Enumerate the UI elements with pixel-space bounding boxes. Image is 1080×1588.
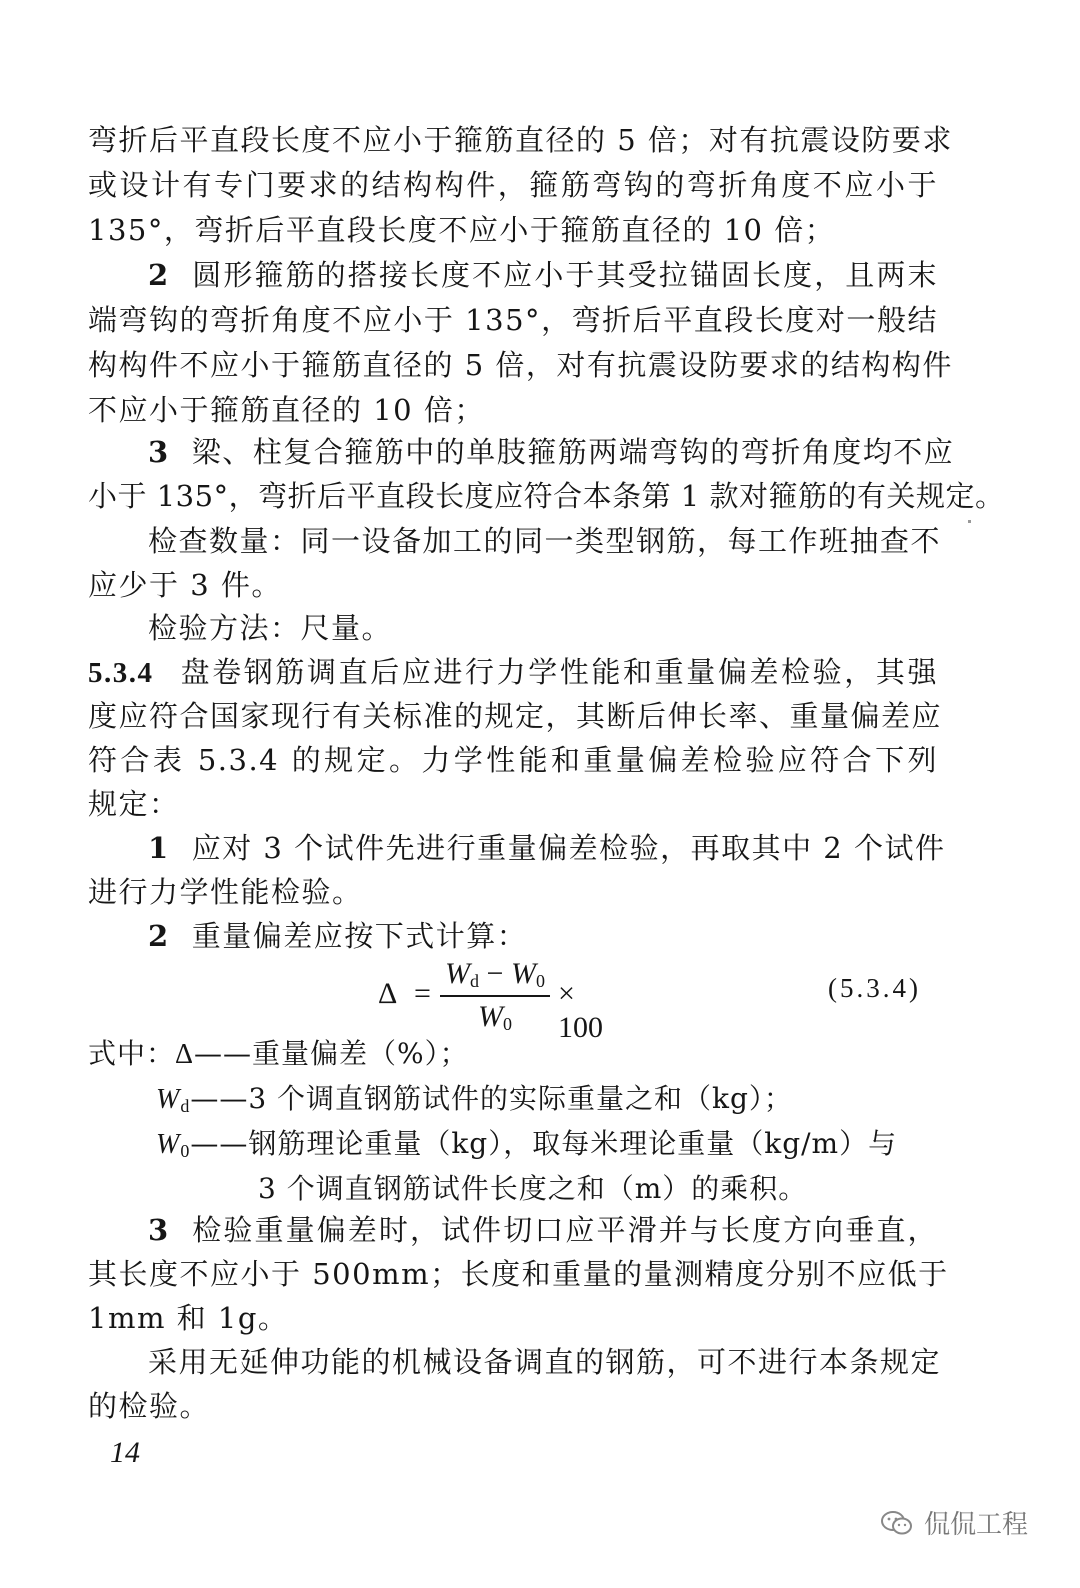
check-quantity: 检查数量：同一设备加工的同一类型钢筋，每工作班抽查不 <box>148 524 942 558</box>
formula-denominator: $W_0$ <box>478 1000 512 1034</box>
formula-equals: = <box>414 977 431 1010</box>
fraction-bar <box>440 995 550 997</box>
def-text: ——钢筋理论重量（kg），取每米理论重量（kg/m）与 <box>190 1127 898 1160</box>
item-text: 检验重量偏差时，试件切口应平滑并与长度方向垂直， <box>191 1213 938 1247</box>
text-line: 符合表 5.3.4 的规定。力学性能和重量偏差检验应符合下列 <box>88 743 938 777</box>
item-text: 圆形箍筋的搭接长度不应小于其受拉锚固长度，且两末 <box>191 258 938 292</box>
formula-fraction <box>440 955 550 1035</box>
text-line: 端弯钩的弯折角度不应小于 135°，弯折后平直段长度对一般结 <box>88 303 938 337</box>
check-method: 检验方法：尺量。 <box>148 611 393 645</box>
text-line: 度应符合国家现行有关标准的规定，其断后伸长率、重量偏差应 <box>88 699 943 733</box>
text-line: 进行力学性能检验。 <box>88 875 363 909</box>
item-number: 3 <box>148 435 170 469</box>
list-item-2 <box>148 253 938 297</box>
item-number: 2 <box>148 919 170 953</box>
def-text: ——重量偏差（%）； <box>194 1037 469 1070</box>
formula-numerator: $W_d - W_0$ <box>445 957 545 991</box>
text-line: 其长度不应小于 500mm；长度和重量的量测精度分别不应低于 <box>88 1257 949 1291</box>
text-line: 1mm 和 1g。 <box>88 1301 289 1335</box>
text-line: 不应小于箍筋直径的 10 倍； <box>88 393 485 427</box>
formula-delta: Δ <box>378 977 398 1010</box>
item-text: 重量偏差应按下式计算： <box>191 919 528 953</box>
text-line: 小于 135°，弯折后平直段长度应符合本条第 1 款对箍筋的有关规定。 <box>88 479 1005 513</box>
def-symbol: W <box>156 1084 181 1115</box>
text-line: 的检验。 <box>88 1389 211 1423</box>
section-5-3-4 <box>88 650 938 695</box>
chat-bubble-icon <box>880 1509 914 1537</box>
list-item-3 <box>148 430 955 474</box>
def-w0-cont: 3 个调直钢筋试件长度之和（m）的乘积。 <box>258 1172 808 1205</box>
text-line: 规定： <box>88 787 180 821</box>
def-symbol: W <box>156 1129 181 1160</box>
item-number: 2 <box>148 258 170 292</box>
text-line: 135°，弯折后平直段长度不应小于箍筋直径的 10 倍； <box>88 213 836 247</box>
def-wd: $W_d——3$ 个调直钢筋试件的实际重量之和（kg）； <box>156 1082 793 1116</box>
item-number: 1 <box>148 831 170 865</box>
text-line: 弯折后平直段长度不应小于箍筋直径的 5 倍；对有抗震设防要求 <box>88 123 953 157</box>
def-delta <box>88 1032 469 1077</box>
scan-speck <box>968 520 971 523</box>
page-number: 14 <box>110 1436 140 1469</box>
item-text: 应对 3 个试件先进行重量偏差检验，再取其中 2 个试件 <box>191 831 946 865</box>
note-paragraph: 采用无延伸功能的机械设备调直的钢筋，可不进行本条规定 <box>148 1345 942 1379</box>
watermark <box>880 1504 1028 1541</box>
text-line: 应少于 3 件。 <box>88 568 282 602</box>
def-text: ——3 个调直钢筋试件的实际重量之和（kg）； <box>190 1082 793 1115</box>
text-line: 构构件不应小于箍筋直径的 5 倍，对有抗震设防要求的结构构件 <box>88 348 953 382</box>
item-number: 3 <box>148 1213 170 1247</box>
formula-label: (5.3.4) <box>828 973 921 1003</box>
item-text: 梁、柱复合箍筋中的单肢箍筋两端弯钩的弯折角度均不应 <box>191 435 955 469</box>
list-item-2b <box>148 914 938 958</box>
formula-times: × 100 <box>558 977 603 1044</box>
section-number: 5.3.4 <box>88 657 154 689</box>
watermark-text: 侃侃工程 <box>924 1510 1029 1540</box>
section-text: 盘卷钢筋调直后应进行力学性能和重量偏差检验，其强 <box>179 655 938 689</box>
text-line: 或设计有专门要求的结构构件，箍筋弯钩的弯折角度不应小于 <box>88 168 938 202</box>
list-item-3b <box>148 1208 938 1252</box>
def-w0: $W_0——$钢筋理论重量（kg），取每米理论重量（kg/m）与 <box>156 1127 898 1161</box>
def-intro: 式中： <box>88 1037 176 1070</box>
list-item-1 <box>148 826 946 870</box>
def-symbol: Δ <box>175 1039 195 1070</box>
